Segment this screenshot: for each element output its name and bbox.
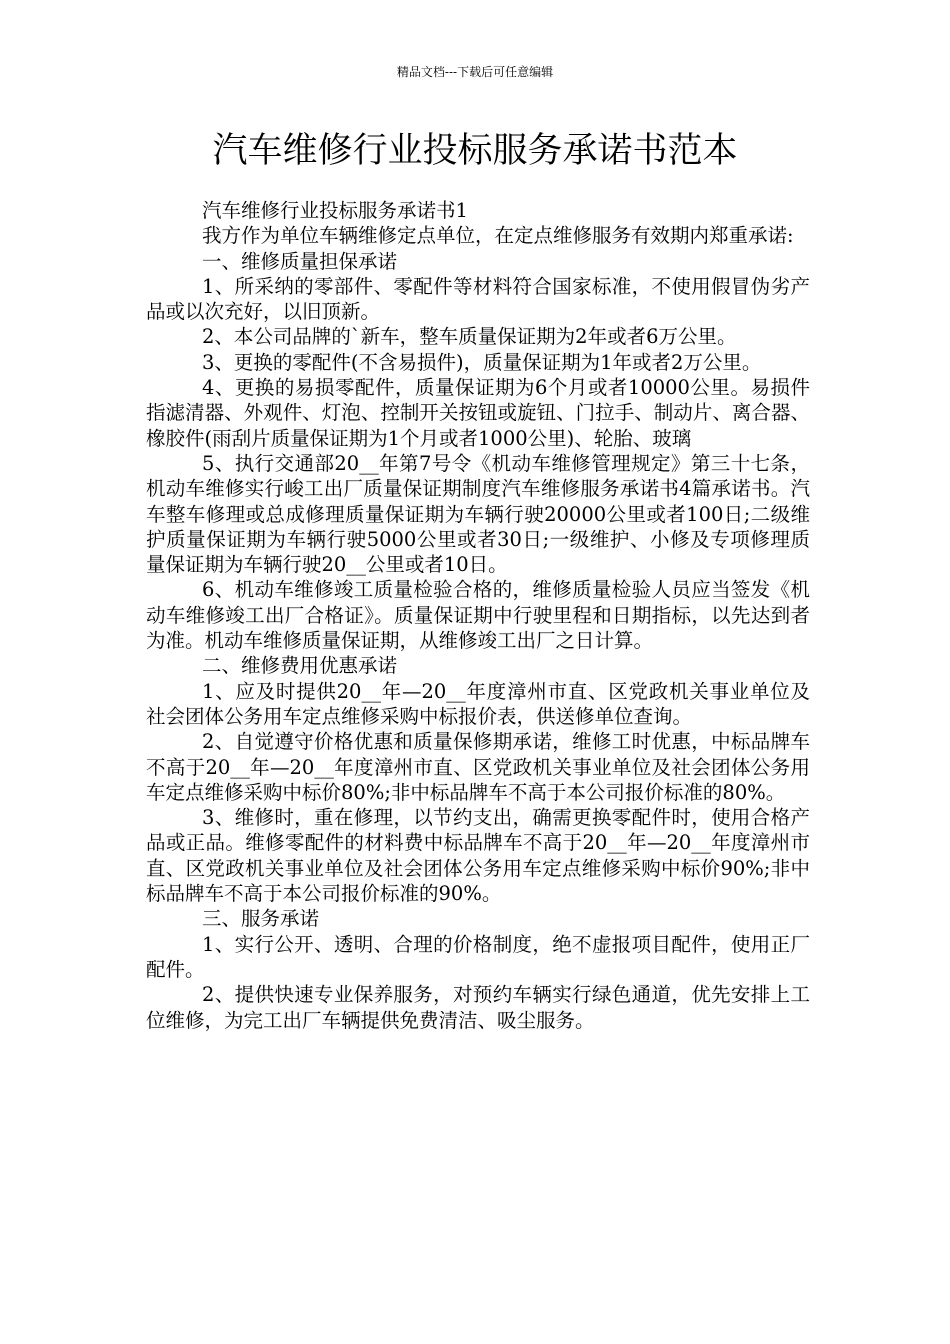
paragraph: 2、提供快速专业保养服务，对预约车辆实行绿色通道，优先安排上工位维修，为完工出厂车辆提供免费清洁、吸尘服务。 — [146, 983, 810, 1032]
paragraph: 我方作为单位车辆维修定点单位，在定点维修服务有效期内郑重承诺: — [202, 224, 794, 248]
paragraph: 2、自觉遵守价格优惠和质量保修期承诺，维修工时优惠，中标品牌车不高于20__年—20__年度漳州市直、区党政机关事业单位及社会团体公务用车定点维修采购中标价80%;非中标品牌车不高于本公司报价标准的80%。 — [146, 730, 810, 804]
paragraph: 1、应及时提供20__年—20__年度漳州市直、区党政机关事业单位及社会团体公务用车定点维修采购中标报价表，供送修单位查询。 — [146, 679, 810, 728]
paragraph: 3、更换的零配件(不含易损件)，质量保证期为1年或者2万公里。 — [202, 350, 762, 374]
paragraph: 5、执行交通部20__年第7号令《机动车维修管理规定》第三十七条，机动车维修实行峻工出厂质量保证期制度汽车维修服务承诺书4篇承诺书。汽车整车修理或总成修理质量保证期为车辆行驶20000公里或者100日;二级维护质量保证期为车辆行驶5000公里或者30日;一级维护、小修及专项修理质量保证期为车辆行驶20__公里或者10日。 — [146, 451, 810, 577]
paragraph: 1、所采纳的零部件、零配件等材料符合国家标准，不使用假冒伪劣产品或以次充好，以旧顶新。 — [146, 274, 810, 324]
section-heading: 三、服务承诺 — [202, 907, 320, 931]
section-heading: 一、维修质量担保承诺 — [202, 249, 398, 273]
paragraph: 2、本公司品牌的`新车，整车质量保证期为2年或者6万公里。 — [202, 325, 737, 349]
paragraph: 1、实行公开、透明、合理的价格制度，绝不虚报项目配件，使用正厂配件。 — [146, 932, 810, 981]
paragraph: 汽车维修行业投标服务承诺书1 — [202, 199, 468, 222]
paragraph: 6、机动车维修竣工质量检验合格的，维修质量检验人员应当签发《机动车维修竣工出厂合格证》。质量保证期中行驶里程和日期指标，以先达到者为准。机动车维修质量保证期，从维修竣工出厂之日计算。 — [146, 578, 810, 653]
document-title: 汽车维修行业投标服务承诺书范本 — [212, 131, 738, 171]
document-body — [146, 198, 810, 1033]
paragraph: 4、更换的易损零配件，质量保证期为6个月或者10000公里。易损件指滤清器、外观件、灯泡、控制开关按钮或旋钮、门拉手、制动片、离合器、橡胶件(雨刮片质量保证期为1个月或者1000公里)、轮胎、玻璃 — [146, 376, 810, 450]
paragraph: 3、维修时，重在修理，以节约支出，确需更换零配件时，使用合格产品或正品。维修零配件的材料费中标品牌车不高于20__年—20__年度漳州市直、区党政机关事业单位及社会团体公务用车定点维修采购中标价90%;非中标品牌车不高于本公司报价标准的90%。 — [146, 806, 810, 906]
section-heading: 二、维修费用优惠承诺 — [202, 654, 398, 678]
page-header: 精品文档---下载后可任意编辑 — [396, 65, 554, 79]
